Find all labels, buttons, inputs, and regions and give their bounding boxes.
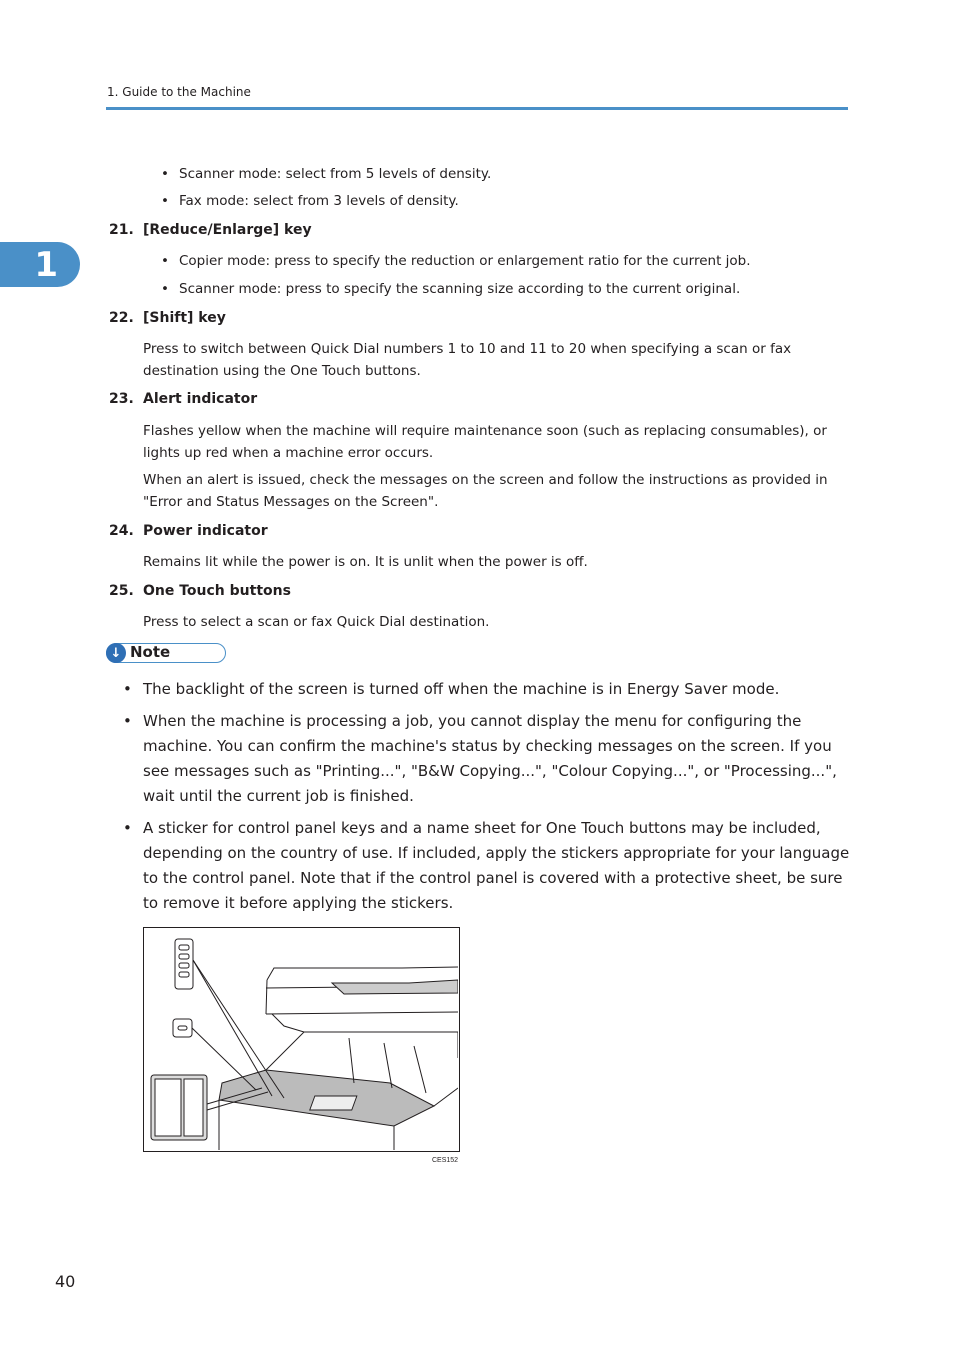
header-rule	[106, 107, 848, 110]
bullet-icon: •	[161, 253, 169, 269]
list-item-text: Copier mode: press to specify the reduction or enlargement ratio for the current job.	[179, 253, 751, 269]
note-badge	[106, 643, 226, 663]
item-description: Flashes yellow when the machine will require maintenance soon (such as replacing consumables), or lights up red when a machine error occurs.	[143, 423, 827, 461]
down-arrow-icon: ↓	[106, 643, 126, 663]
bullet-icon: •	[161, 166, 169, 182]
figure-caption: CES152	[432, 1157, 459, 1164]
item-title: Power indicator	[143, 523, 268, 539]
item-description: When an alert is issued, check the messages on the screen and follow the instructions as provided in "Error and Status Messages on the Screen".	[143, 472, 828, 510]
list-item	[161, 250, 751, 272]
list-item-text: Fax mode: select from 3 levels of density.	[179, 193, 459, 209]
list-item	[161, 278, 741, 300]
note-item	[123, 816, 851, 916]
item-title: [Shift] key	[143, 310, 226, 326]
item-heading	[109, 583, 291, 599]
item-title: Alert indicator	[143, 391, 258, 407]
note-item	[123, 709, 851, 809]
item-description: Remains lit while the power is on. It is unlit when the power is off.	[143, 554, 588, 570]
list-item-text: Scanner mode: press to specify the scanning size according to the current original.	[179, 281, 741, 297]
item-heading	[109, 523, 268, 539]
bullet-icon: •	[161, 281, 169, 297]
note-item-text: The backlight of the screen is turned off when the machine is in Energy Saver mode.	[143, 680, 780, 698]
item-heading	[109, 391, 257, 407]
bullet-icon: •	[123, 680, 132, 698]
note-item	[123, 677, 851, 702]
page-number: 40	[55, 1272, 76, 1291]
note-item-text: A sticker for control panel keys and a name sheet for One Touch buttons may be included, depending on the country of use. If included, apply the stickers appropriate for your language to the control panel. Note that if the control panel is covered with a protective sheet, be sure to remove it before applying the stickers.	[143, 819, 850, 912]
item-description: Press to switch between Quick Dial numbers 1 to 10 and 11 to 20 when specifying a scan or fax destination using the One Touch buttons.	[143, 341, 792, 379]
chapter-tab: 1	[0, 242, 80, 287]
note-label: Note	[130, 643, 171, 661]
item-number: 25.	[109, 583, 134, 599]
item-title: [Reduce/Enlarge] key	[143, 222, 312, 238]
item-description: Press to select a scan or fax Quick Dial destination.	[143, 614, 490, 630]
item-heading	[109, 310, 226, 326]
item-number: 21.	[109, 222, 134, 238]
list-item	[161, 190, 459, 212]
item-heading	[109, 222, 312, 238]
bullet-icon: •	[161, 193, 169, 209]
item-title: One Touch buttons	[143, 583, 291, 599]
item-number: 24.	[109, 523, 134, 539]
bullet-icon: •	[123, 819, 132, 837]
bullet-icon: •	[123, 712, 132, 730]
list-item	[161, 163, 492, 185]
running-header: 1. Guide to the Machine	[107, 85, 251, 99]
control-panel-illustration	[143, 927, 460, 1152]
list-item-text: Scanner mode: select from 5 levels of density.	[179, 166, 492, 182]
item-number: 22.	[109, 310, 134, 326]
printer-line-drawing	[144, 928, 458, 1150]
item-number: 23.	[109, 391, 134, 407]
note-item-text: When the machine is processing a job, you cannot display the menu for configuring the machine. You can confirm the machine's status by checking messages on the screen. If you see messages such as "Printing...", "B&W Copying...", "Colour Copying...", or "Processing...", wait until the current job is finished.	[143, 712, 837, 805]
